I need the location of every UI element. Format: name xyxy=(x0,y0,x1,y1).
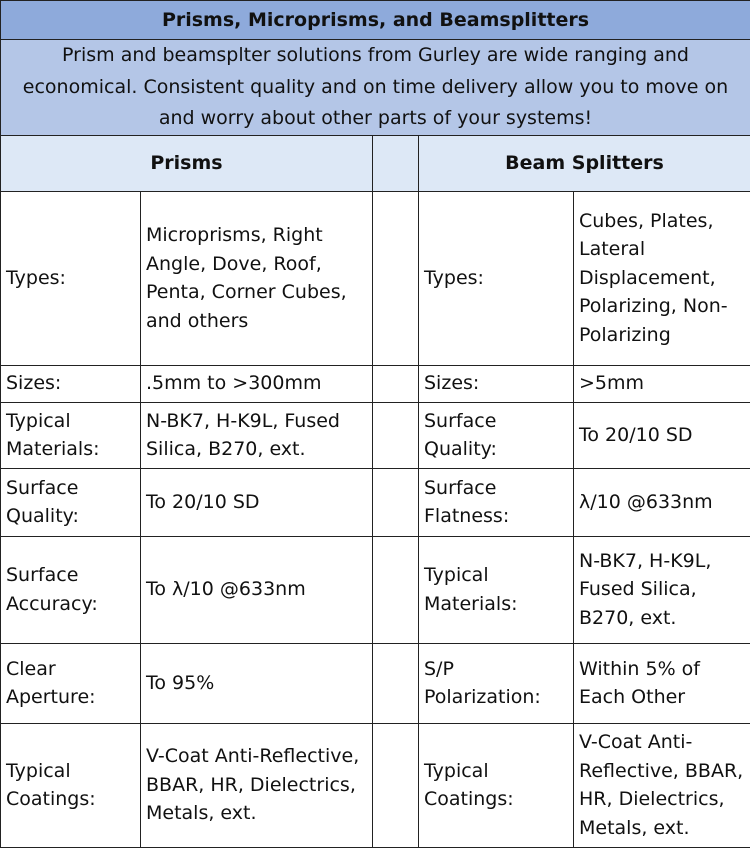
beam-splitters-header: Beam Splitters xyxy=(419,135,750,191)
column-spacer xyxy=(373,468,419,536)
prism-types-label: Types: xyxy=(1,191,141,365)
prism-materials-label: Typical Materials: xyxy=(1,402,141,468)
bs-quality-value: To 20/10 SD xyxy=(574,402,750,468)
column-spacer xyxy=(373,191,419,365)
prism-types-value: Microprisms, Right Angle, Dove, Roof, Penta, Corner Cubes, and others xyxy=(141,191,373,365)
prism-coatings-label: Typical Coatings: xyxy=(1,723,141,847)
prism-materials-value: N-BK7, H-K9L, Fused Silica, B270, ext. xyxy=(141,402,373,468)
prisms-header: Prisms xyxy=(1,135,373,191)
table-row xyxy=(1,191,750,365)
prism-sizes-label: Sizes: xyxy=(1,365,141,402)
table-row xyxy=(1,402,750,468)
column-spacer xyxy=(373,402,419,468)
prism-aperture-value: To 95% xyxy=(141,643,373,723)
prism-quality-label: Surface Quality: xyxy=(1,468,141,536)
prism-aperture-label: Clear Aperture: xyxy=(1,643,141,723)
column-spacer xyxy=(373,365,419,402)
bs-quality-label: Surface Quality: xyxy=(419,402,574,468)
table-row xyxy=(1,365,750,402)
prism-accuracy-label: Surface Accuracy: xyxy=(1,536,141,643)
prism-sizes-value: .5mm to >300mm xyxy=(141,365,373,402)
bs-sizes-label: Sizes: xyxy=(419,365,574,402)
column-spacer xyxy=(373,536,419,643)
bs-polarization-value: Within 5% of Each Other xyxy=(574,643,750,723)
bs-coatings-value: V-Coat Anti-Reflective, BBAR, HR, Dielectrics, Metals, ext. xyxy=(574,723,750,847)
column-spacer xyxy=(373,643,419,723)
prism-quality-value: To 20/10 SD xyxy=(141,468,373,536)
bs-polarization-label: S/P Polarization: xyxy=(419,643,574,723)
bs-flatness-label: Surface Flatness: xyxy=(419,468,574,536)
bs-types-label: Types: xyxy=(419,191,574,365)
table-title: Prisms, Microprisms, and Beamsplitters xyxy=(1,1,750,40)
column-spacer xyxy=(373,723,419,847)
table-row xyxy=(1,536,750,643)
bs-materials-label: Typical Materials: xyxy=(419,536,574,643)
bs-materials-value: N-BK7, H-K9L, Fused Silica, B270, ext. xyxy=(574,536,750,643)
prism-coatings-value: V-Coat Anti-Reflective, BBAR, HR, Dielectrics, Metals, ext. xyxy=(141,723,373,847)
table-row xyxy=(1,643,750,723)
bs-sizes-value: >5mm xyxy=(574,365,750,402)
bs-types-value: Cubes, Plates, Lateral Displacement, Polarizing, Non-Polarizing xyxy=(574,191,750,365)
table-row xyxy=(1,723,750,847)
intro-text: Prism and beamsplter solutions from Gurley are wide ranging and economical. Consistent quality and on time delivery allow you to move on and worry about other parts of your systems! xyxy=(1,40,750,136)
bs-coatings-label: Typical Coatings: xyxy=(419,723,574,847)
column-spacer xyxy=(373,135,419,191)
bs-flatness-value: λ/10 @633nm xyxy=(574,468,750,536)
prism-accuracy-value: To λ/10 @633nm xyxy=(141,536,373,643)
table-row xyxy=(1,468,750,536)
